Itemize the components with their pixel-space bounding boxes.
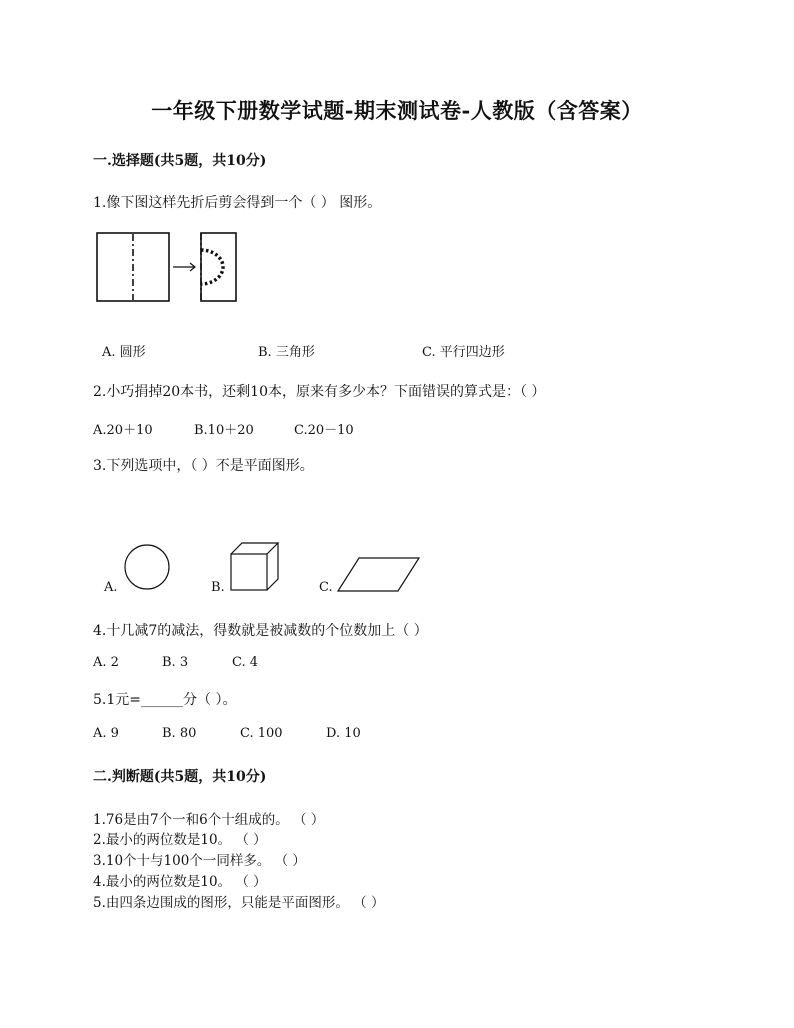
q1-text: 1.像下图这样先折后剪会得到一个（ ） 图形。 — [93, 195, 382, 211]
q2-option-a: A.20＋10 — [93, 423, 153, 438]
section1-heading: 一.选择题(共5题，共10分) — [93, 153, 267, 169]
parallelogram-icon — [337, 557, 421, 593]
q4-option-b: B. 3 — [162, 655, 189, 670]
section2-heading: 二.判断题(共5题，共10分) — [93, 769, 267, 785]
q5-text: 5.1元=______分（ ）。 — [93, 692, 237, 708]
q3-text: 3.下列选项中，（ ）不是平面图形。 — [93, 458, 314, 474]
half-circle-cut-icon — [201, 233, 236, 301]
q1-option-a: A. 圆形 — [102, 345, 146, 360]
cube-icon — [230, 542, 280, 592]
q4-text: 4.十几减7的减法，得数就是被减数的个位数加上（ ） — [93, 623, 428, 639]
q3-option-a: A. — [104, 580, 118, 595]
q1-option-b: B. 三角形 — [258, 345, 315, 360]
circle-icon — [124, 544, 172, 592]
q5-option-a: A. 9 — [93, 726, 119, 741]
tf-item-2: 2.最小的两位数是10。 （ ） — [93, 832, 267, 848]
q2-option-c: C.20－10 — [294, 423, 354, 438]
q5-option-b: B. 80 — [162, 726, 197, 741]
q1-option-c: C. 平行四边形 — [422, 345, 505, 360]
tf-item-5: 5.由四条边围成的图形，只能是平面图形。 （ ） — [93, 895, 385, 911]
page-title: 一年级下册数学试题-期末测试卷-人教版（含答案） — [151, 98, 643, 123]
tf-item-1: 1.76是由7个一和6个十组成的。 （ ） — [93, 812, 325, 828]
q2-text: 2.小巧捐掉20本书，还剩10本，原来有多少本？下面错误的算式是：（ ） — [93, 384, 546, 400]
q5-option-d: D. 10 — [326, 726, 361, 741]
q3-option-c: C. — [319, 580, 333, 595]
tf-item-3: 3.10个十与100个一同样多。 （ ） — [93, 853, 306, 869]
tf-item-4: 4.最小的两位数是10。 （ ） — [93, 874, 267, 890]
q5-option-c: C. 100 — [240, 726, 283, 741]
fold-rectangle-icon — [97, 233, 169, 301]
q4-option-a: A. 2 — [93, 655, 119, 670]
q4-option-c: C. 4 — [232, 655, 259, 670]
q2-option-b: B.10＋20 — [194, 423, 254, 438]
q3-option-b: B. — [211, 580, 225, 595]
fold-cut-figure — [96, 231, 241, 303]
arrow-right-icon — [173, 263, 195, 271]
